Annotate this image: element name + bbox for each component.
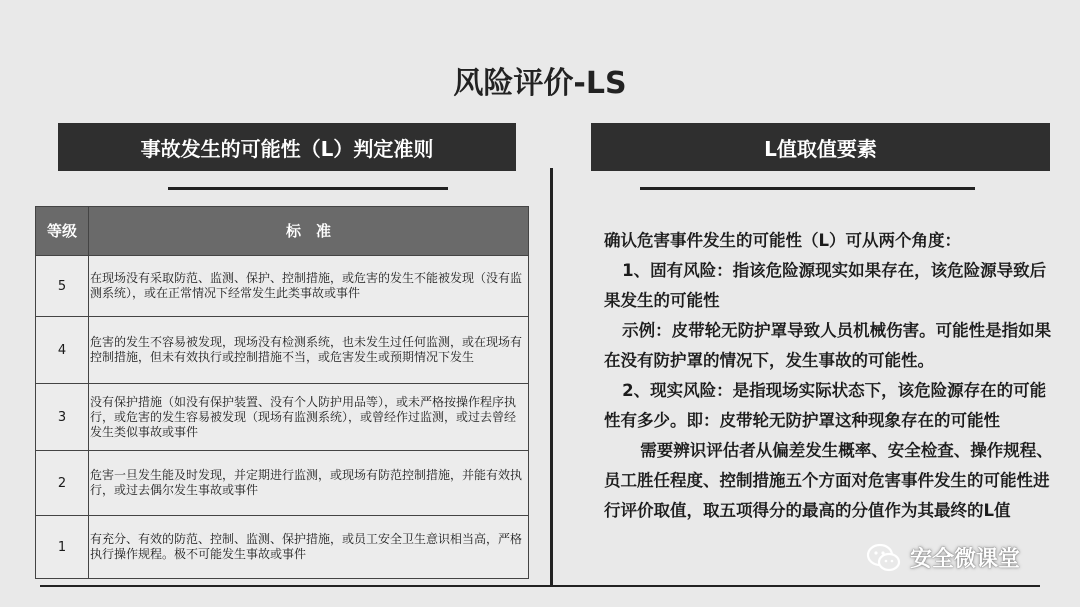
left-underline — [168, 187, 448, 190]
table-row — [36, 451, 529, 516]
level-cell: 4 — [36, 317, 89, 384]
left-section-header: 事故发生的可能性（L）判定准则 — [58, 123, 516, 171]
level-cell: 5 — [36, 256, 89, 317]
right-section-header: L值取值要素 — [591, 123, 1050, 171]
wechat-icon — [866, 543, 902, 573]
bottom-divider — [40, 585, 1040, 587]
example-paragraph: 示例：皮带轮无防护罩导致人员机械伤害。可能性是指如果在没有防护罩的情况下，发生事故的可能性。 — [604, 321, 1052, 370]
level-cell: 3 — [36, 384, 89, 451]
criteria-cell: 在现场没有采取防范、监测、保护、控制措施，或危害的发生不能被发现（没有监测系统），或在正常情况下经常发生此类事故或事件 — [89, 256, 529, 317]
right-underline — [640, 187, 975, 190]
table-row — [36, 317, 529, 384]
criteria-cell: 危害的发生不容易被发现，现场没有检测系统，也未发生过任何监测，或在现场有控制措施，但未有效执行或控制措施不当，或危害发生或预期情况下发生 — [89, 317, 529, 384]
actual-risk-paragraph: 2、现实风险：是指现场实际状态下，该危险源存在的可能性有多少。即：皮带轮无防护罩这种现象存在的可能性 — [604, 381, 1047, 430]
inherent-risk-paragraph: 1、固有风险：指该危险源现实如果存在，该危险源导致后果发生的可能性 — [604, 261, 1047, 310]
level-cell: 1 — [36, 516, 89, 579]
likelihood-criteria-table — [35, 206, 529, 579]
l-value-factors-text — [604, 226, 1056, 526]
intro-paragraph: 确认危害事件发生的可能性（L）可从两个角度： — [604, 231, 962, 250]
vertical-divider — [550, 168, 553, 586]
criteria-cell: 有充分、有效的防范、控制、监测、保护措施，或员工安全卫生意识相当高，严格执行操作规程。极不可能发生事故或事件 — [89, 516, 529, 579]
page-title: 风险评价-LS — [453, 66, 627, 101]
criteria-column-header: 标 准 — [89, 207, 529, 256]
level-cell: 2 — [36, 451, 89, 516]
criteria-cell: 没有保护措施（如没有保护装置、没有个人防护用品等），或未严格按操作程序执行，或危害的发生容易被发现（现场有监测系统），或曾经作过监测，或过去曾经发生类似事故或事件 — [89, 384, 529, 451]
table-row — [36, 384, 529, 451]
criteria-cell: 危害一旦发生能及时发现，并定期进行监测，或现场有防范控制措施，并能有效执行，或过去偶尔发生事故或事件 — [89, 451, 529, 516]
level-column-header: 等级 — [36, 207, 89, 256]
assessment-paragraph: 需要辨识评估者从偏差发生概率、安全检查、操作规程、员工胜任程度、控制措施五个方面对危害事件发生的可能性进行评价取值，取五项得分的最高的分值作为其最终的L值 — [604, 441, 1053, 520]
watermark-text: 安全微课堂 — [910, 547, 1021, 572]
watermark — [866, 542, 1020, 573]
table-row — [36, 516, 529, 579]
table-header-row — [36, 207, 529, 256]
table-row — [36, 256, 529, 317]
